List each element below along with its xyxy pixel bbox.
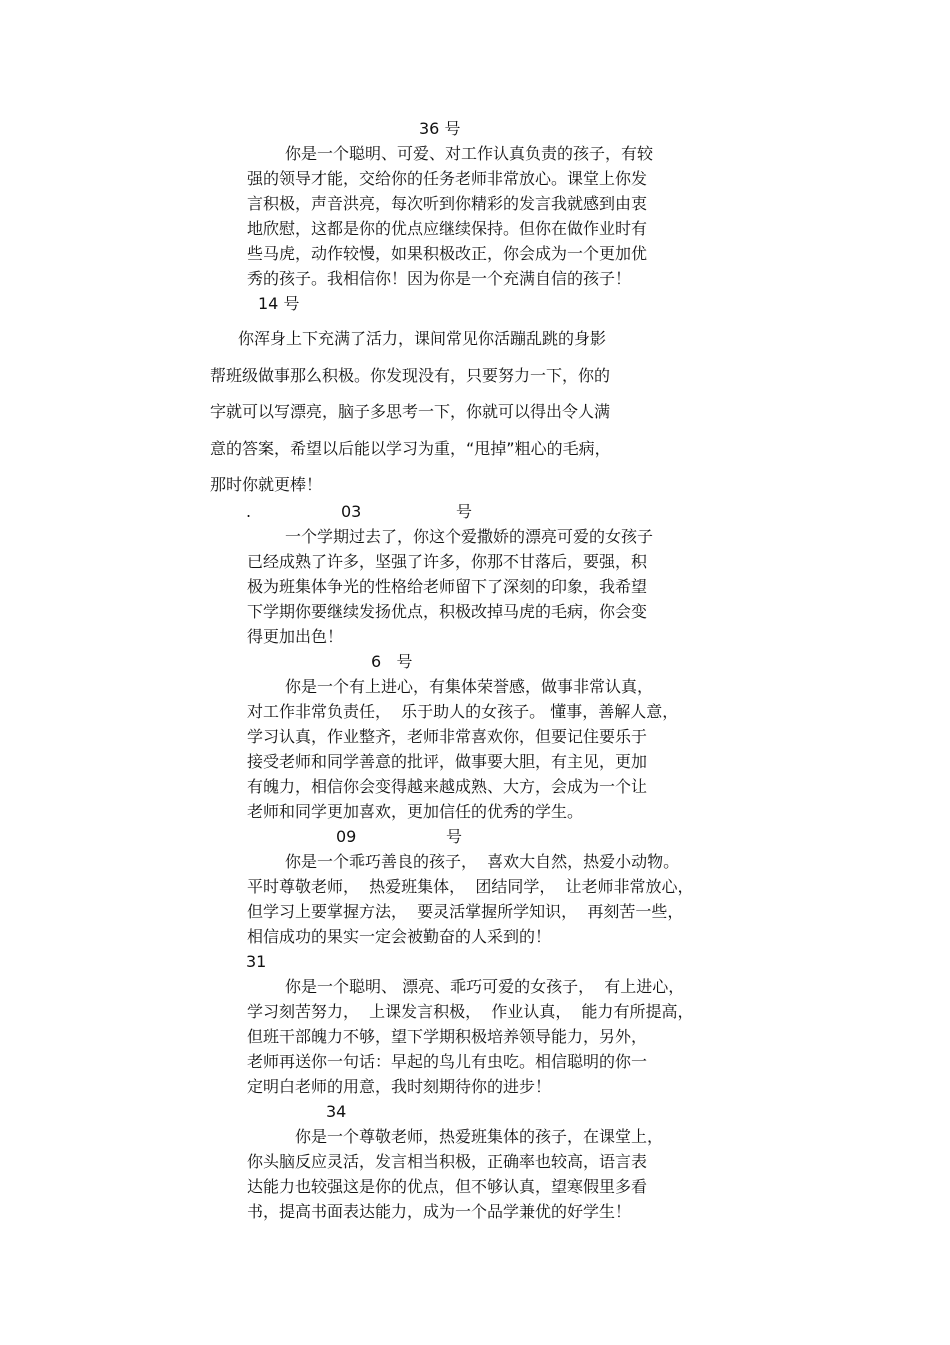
comment-line: 些马虎，动作较慢，如果积极改正，你会成为一个更加优 xyxy=(247,244,648,263)
entry-heading-suffix: 号 xyxy=(446,827,463,846)
comment-line: 你是一个尊敬老师，热爱班集体的孩子，在课堂上， xyxy=(295,1127,664,1146)
comment-line: 已经成熟了许多，坚强了许多，你那不甘落后，要强，积 xyxy=(247,552,648,571)
comment-line: 字就可以写漂亮，脑子多思考一下，你就可以得出令人满 xyxy=(210,402,611,421)
comment-line: 意的答案，希望以后能以学习为重，“甩掉”粗心的毛病， xyxy=(210,439,611,458)
comment-line: 但学习上要掌握方法， 要灵活掌握所学知识， 再刻苦一些， xyxy=(247,902,684,921)
entry-heading-6: 6 号 xyxy=(371,652,413,671)
comment-line: 书，提高书面表达能力，成为一个品学兼优的好学生！ xyxy=(247,1202,632,1221)
comment-line: 接受老师和同学善意的批评，做事要大胆，有主见，更加 xyxy=(247,752,648,771)
comment-line: 学习刻苦努力， 上课发言积极， 作业认真， 能力有所提高， xyxy=(247,1002,694,1021)
comment-line: 你头脑反应灵活，发言相当积极，正确率也较高，语言表 xyxy=(247,1152,648,1171)
comment-line: 相信成功的果实一定会被勤奋的人采到的！ xyxy=(247,927,552,946)
entry-heading-dot: . xyxy=(246,502,252,521)
comment-line: 你是一个聪明、 漂亮、乖巧可爱的女孩子， 有上进心， xyxy=(285,977,685,996)
entry-heading-31: 31 xyxy=(246,952,267,971)
entry-heading-03: 03 xyxy=(341,502,362,521)
comment-line: 对工作非常负责任， 乐于助人的女孩子。 懂事，善解人意， xyxy=(247,702,679,721)
comment-line: 秀的孩子。我相信你！因为你是一个充满自信的孩子！ xyxy=(247,269,632,288)
comment-line: 极为班集体争光的性格给老师留下了深刻的印象，我希望 xyxy=(247,577,648,596)
comment-line: 一个学期过去了，你这个爱撒娇的漂亮可爱的女孩子 xyxy=(285,527,654,546)
comment-line: 那时你就更棒！ xyxy=(210,475,323,494)
entry-heading-34: 34 xyxy=(326,1102,347,1121)
comment-line: 有魄力，相信你会变得越来越成熟、大方，会成为一个让 xyxy=(247,777,648,796)
comment-line: 你是一个聪明、可爱、对工作认真负责的孩子，有较 xyxy=(285,144,654,163)
comment-line: 你浑身上下充满了活力，课间常见你活蹦乱跳的身影 xyxy=(238,329,607,348)
entry-heading-36: 36 号 xyxy=(419,119,461,138)
comment-line: 言积极，声音洪亮，每次听到你精彩的发言我就感到由衷 xyxy=(247,194,648,213)
entry-heading-14: 14 号 xyxy=(258,294,300,313)
comment-line: 得更加出色！ xyxy=(247,627,344,646)
comment-line: 下学期你要继续发扬优点，积极改掉马虎的毛病，你会变 xyxy=(247,602,648,621)
comment-line: 达能力也较强这是你的优点，但不够认真，望寒假里多看 xyxy=(247,1177,648,1196)
entry-heading-09: 09 xyxy=(336,827,357,846)
comment-line: 老师再送你一句话：早起的鸟儿有虫吃。相信聪明的你一 xyxy=(247,1052,648,1071)
comment-line: 你是一个有上进心，有集体荣誉感，做事非常认真， xyxy=(285,677,654,696)
entry-heading-suffix: 号 xyxy=(456,502,473,521)
comment-line: 平时尊敬老师， 热爱班集体， 团结同学， 让老师非常放心， xyxy=(247,877,694,896)
comment-line: 但班干部魄力不够，望下学期积极培养领导能力，另外， xyxy=(247,1027,648,1046)
comment-line: 你是一个乖巧善良的孩子， 喜欢大自然，热爱小动物。 xyxy=(285,852,680,871)
comment-line: 定明白老师的用意，我时刻期待你的进步！ xyxy=(247,1077,552,1096)
comment-line: 帮班级做事那么积极。你发现没有，只要努力一下，你的 xyxy=(210,366,611,385)
comment-line: 老师和同学更加喜欢，更加信任的优秀的学生。 xyxy=(247,802,584,821)
comment-line: 强的领导才能，交给你的任务老师非常放心。课堂上你发 xyxy=(247,169,648,188)
comment-line: 学习认真，作业整齐，老师非常喜欢你，但要记住要乐于 xyxy=(247,727,648,746)
comment-line: 地欣慰，这都是你的优点应继续保持。但你在做作业时有 xyxy=(247,219,648,238)
